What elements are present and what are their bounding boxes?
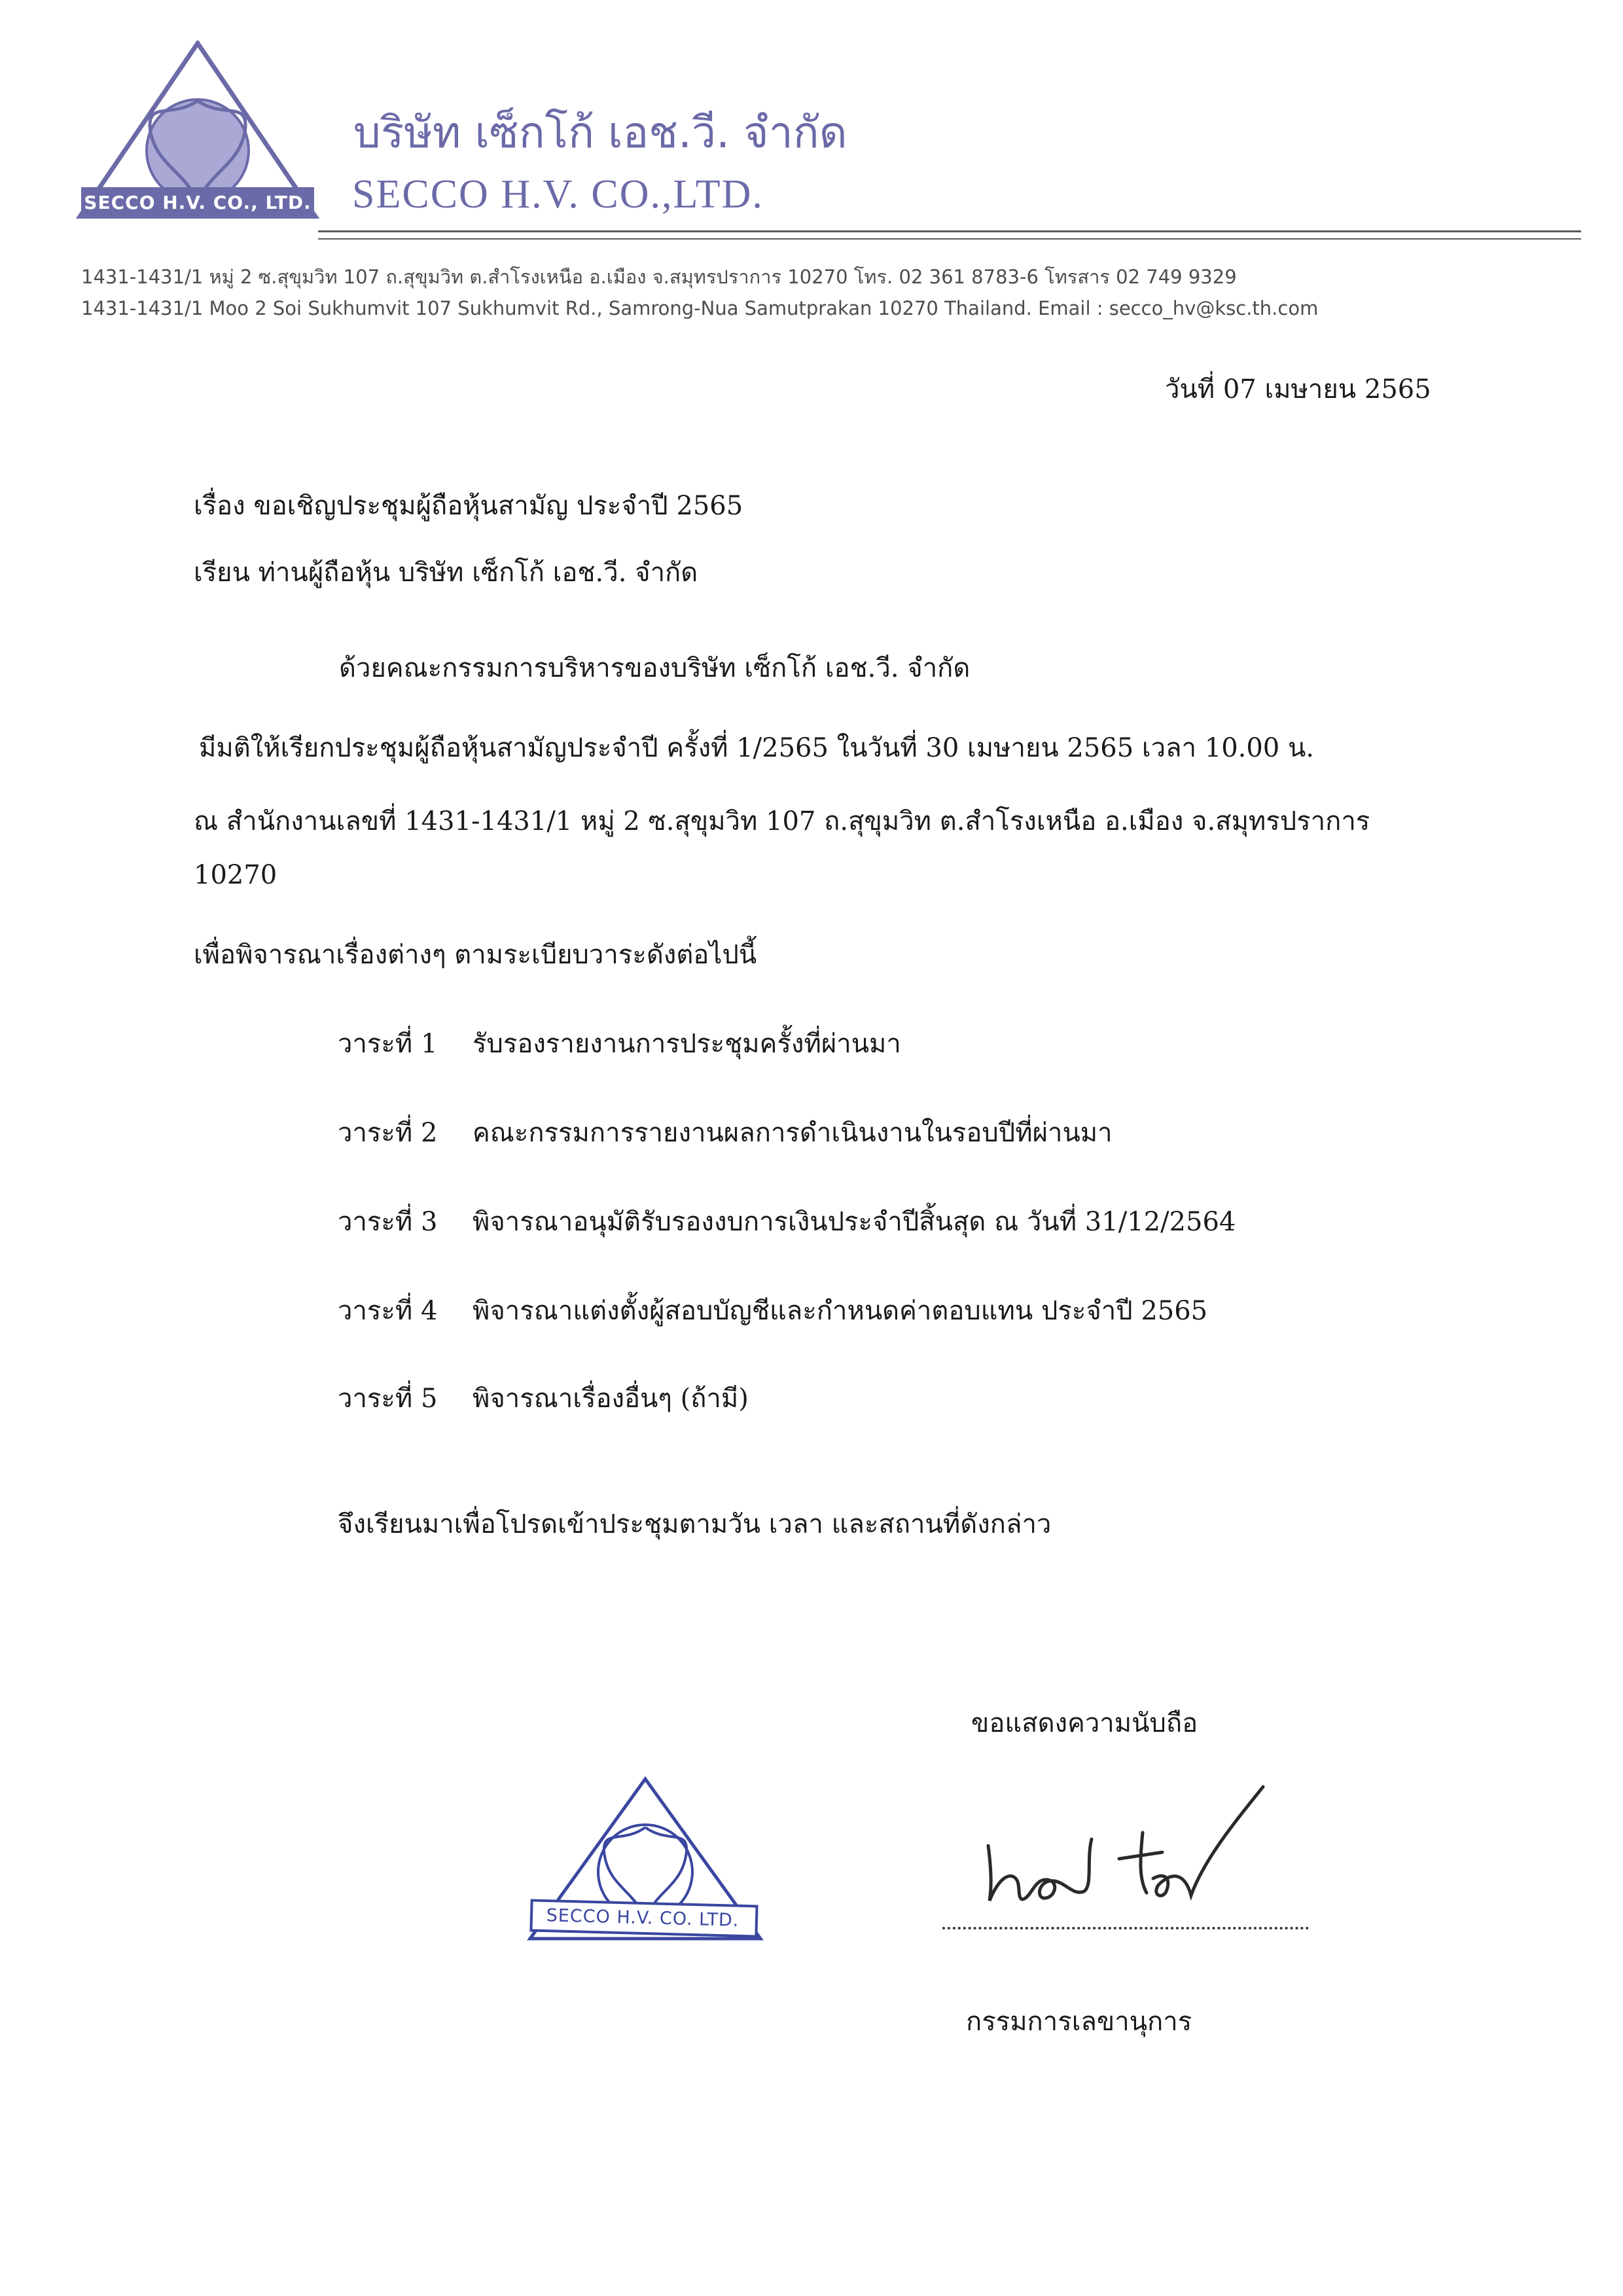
paragraph-3-continued: 10270: [194, 860, 277, 890]
address-thai: 1431-1431/1 หมู่ 2 ซ.สุขุมวิท 107 ถ.สุขุมวิท ต.สำโรงเหนือ อ.เมือง จ.สมุทรปราการ 10270 โทร. 02 361 8783-6 โทรสาร 02 749 9329: [81, 266, 1237, 288]
paragraph-3: ณ สำนักงานเลขที่ 1431-1431/1 หมู่ 2 ซ.สุขุมวิท 107 ถ.สุขุมวิท ต.สำโรงเหนือ อ.เมือง จ.สมุทรปราการ: [194, 806, 1370, 836]
agenda-item: พิจารณาอนุมัติรับรองงบการเงินประจำปีสิ้นสุด ณ วันที่ 31/12/2564: [473, 1207, 1236, 1237]
agenda-label: วาระที่ 2: [338, 1118, 438, 1148]
agenda-label: วาระที่ 1: [338, 1029, 438, 1059]
signature-line: [942, 1927, 1309, 1929]
agenda-label: วาระที่ 3: [338, 1207, 438, 1237]
paragraph-2: มีมติให้เรียกประชุมผู้ถือหุ้นสามัญประจำปี ครั้งที่ 1/2565 ในวันที่ 30 เมษายน 2565 เวลา 10.00 น.: [199, 733, 1315, 763]
signer-title: กรรมการเลขานุการ: [966, 2007, 1192, 2037]
address-english: 1431-1431/1 Moo 2 Soi Sukhumvit 107 Sukhumvit Rd., Samrong-Nua Samutprakan 10270 Thailand. Email : secco_hv@ksc.th.com: [81, 297, 1319, 319]
complimentary-close: ขอแสดงความนับถือ: [971, 1708, 1198, 1738]
letter-subject: เรื่อง ขอเชิญประชุมผู้ถือหุ้นสามัญ ประจำปี 2565: [194, 491, 743, 521]
letter-recipient: เรียน ท่านผู้ถือหุ้น บริษัท เซ็กโก้ เอช.วี. จำกัด: [194, 558, 698, 588]
logo-label: SECCO H.V. CO., LTD.: [84, 192, 312, 213]
closing-sentence: จึงเรียนมาเพื่อโปรดเข้าประชุมตามวัน เวลา และสถานที่ดังกล่าว: [338, 1509, 1052, 1539]
company-name-english: SECCO H.V. CO.,LTD.: [352, 172, 764, 217]
letter-date: วันที่ 07 เมษายน 2565: [1165, 374, 1431, 404]
agenda-item: พิจารณาแต่งตั้งผู้สอบบัญชีและกำหนดค่าตอบแทน ประจำปี 2565: [473, 1296, 1208, 1326]
header-rule-bottom: [318, 238, 1581, 240]
agenda-label: วาระที่ 4: [338, 1296, 438, 1326]
company-name-thai: บริษัท เซ็กโก้ เอช.วี. จำกัด: [353, 107, 847, 158]
paragraph-4: เพื่อพิจารณาเรื่องต่างๆ ตามระเบียบวาระดังต่อไปนี้: [194, 940, 757, 970]
stamp-label: SECCO H.V. CO. LTD.: [546, 1905, 740, 1931]
agenda-label: วาระที่ 5: [338, 1384, 438, 1414]
agenda-item: คณะกรรมการรายงานผลการดำเนินงานในรอบปีที่ผ่านมา: [473, 1118, 1113, 1148]
agenda-item: รับรองรายงานการประชุมครั้งที่ผ่านมา: [473, 1029, 901, 1059]
agenda-item: พิจารณาเรื่องอื่นๆ (ถ้ามี): [473, 1384, 749, 1414]
header-rule-top: [318, 230, 1581, 232]
paragraph-1: ด้วยคณะกรรมการบริหารของบริษัท เซ็กโก้ เอช.วี. จำกัด: [339, 653, 971, 683]
signature: [975, 1780, 1276, 1911]
